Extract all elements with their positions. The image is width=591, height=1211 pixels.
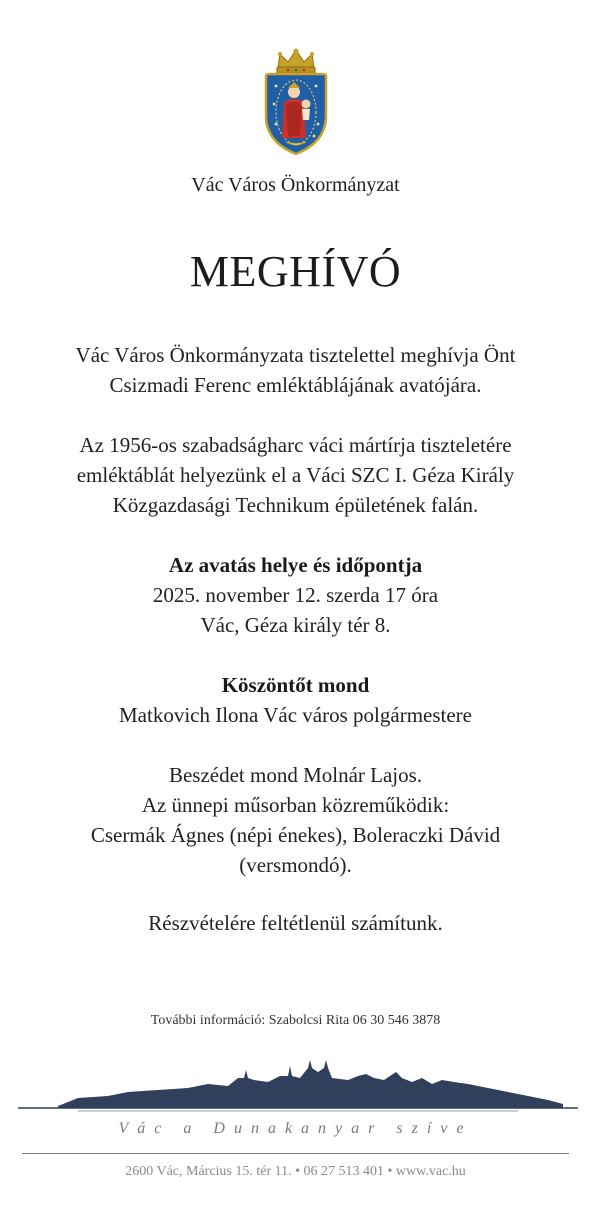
description-paragraph bbox=[0, 430, 591, 520]
intro-line: Vác Város Önkormányzata tisztelettel meghívja Önt bbox=[75, 343, 516, 367]
venue-section bbox=[0, 550, 591, 640]
program-line: (versmondó). bbox=[239, 853, 352, 877]
greeting-section bbox=[0, 670, 591, 730]
crown-icon bbox=[277, 49, 315, 74]
closing-line: Részvételére feltétlenül számítunk. bbox=[148, 911, 443, 935]
greeting-speaker: Matkovich Ilona Vác város polgármestere bbox=[119, 703, 472, 727]
page-title: MEGHÍVÓ bbox=[189, 247, 402, 296]
event-datetime: 2025. november 12. szerda 17 óra bbox=[152, 583, 439, 607]
greeting-heading: Köszöntőt mond bbox=[221, 673, 370, 697]
organization-name: Vác Város Önkormányzat bbox=[191, 174, 400, 196]
motto: Vác a Dunakanyar szíve bbox=[118, 1120, 473, 1137]
program-section bbox=[0, 760, 591, 880]
footer-address: 2600 Vác, Március 15. tér 11. • 06 27 513 401 • www.vac.hu bbox=[125, 1164, 466, 1179]
program-line: Beszédet mond Molnár Lajos. bbox=[168, 763, 423, 787]
description-line: Közgazdasági Technikum épületének falán. bbox=[112, 493, 479, 517]
venue-heading: Az avatás helye és időpontja bbox=[168, 553, 423, 577]
intro-line: Csizmadi Ferenc emléktáblájának avatójára. bbox=[109, 373, 482, 397]
footer-divider bbox=[22, 1153, 569, 1154]
intro-paragraph bbox=[0, 340, 591, 400]
city-skyline-icon bbox=[18, 1058, 578, 1114]
description-line: emléktáblát helyezünk el a Váci SZC I. Géza Király bbox=[76, 463, 515, 487]
program-line: Csermák Ágnes (népi énekes), Boleraczki Dávid bbox=[90, 823, 501, 847]
event-address: Vác, Géza király tér 8. bbox=[200, 613, 391, 637]
contact-info: További információ: Szabolcsi Rita 06 30 546 3878 bbox=[150, 1013, 441, 1028]
coat-of-arms-icon bbox=[258, 46, 334, 158]
description-line: Az 1956-os szabadságharc váci mártírja tiszteletére bbox=[79, 433, 512, 457]
program-line: Az ünnepi műsorban közreműködik: bbox=[141, 793, 450, 817]
